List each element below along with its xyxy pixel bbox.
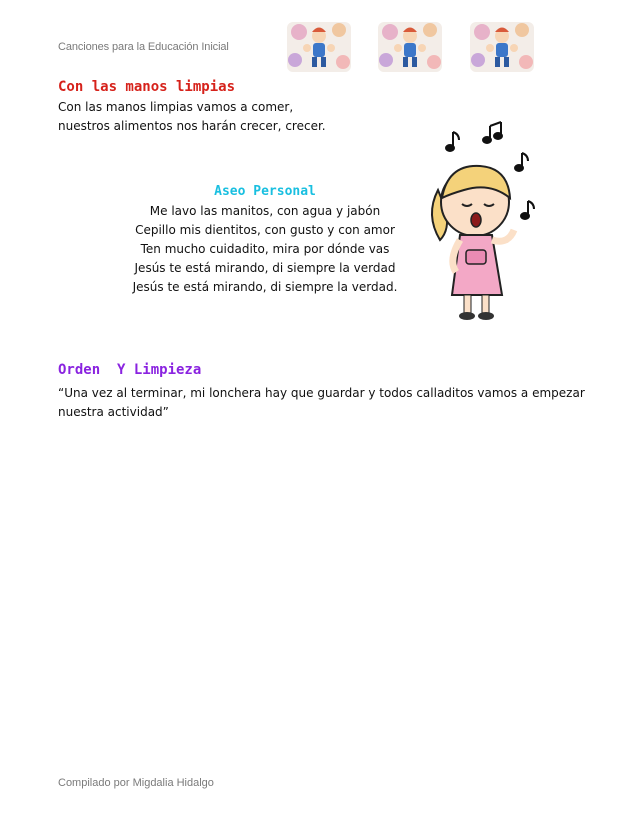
poem-line: Cepillo mis dientitos, con gusto y con amor bbox=[135, 223, 395, 237]
song-text-manos-limpias bbox=[58, 98, 326, 136]
children-clipart-icon bbox=[285, 18, 353, 76]
poem-line: Me lavo las manitos, con agua y jabón bbox=[149, 204, 381, 218]
children-clipart-icon bbox=[468, 18, 536, 76]
heading-orden-y-limpieza: Orden Y Limpieza bbox=[58, 362, 202, 378]
singing-girl-icon bbox=[420, 120, 540, 325]
song-text-orden-y-limpieza: “Una vez al terminar, mi lonchera hay que guardar y todos calladitos vamos a empezar nuestra actividad” bbox=[58, 386, 585, 419]
poem-title: Aseo Personal bbox=[214, 184, 316, 199]
song-line: nuestros alimentos nos harán crecer, crecer. bbox=[58, 119, 326, 133]
poem-line: Jesús te está mirando, di siempre la verdad. bbox=[132, 280, 398, 294]
children-clipart-icon bbox=[376, 18, 444, 76]
footer-compiler: Compilado por Migdalia Hidalgo bbox=[58, 777, 214, 789]
song-line: Con las manos limpias vamos a comer, bbox=[58, 100, 294, 114]
poem-line: Ten mucho cuidadito, mira por dónde vas bbox=[140, 242, 390, 256]
poem-aseo-personal bbox=[110, 184, 420, 297]
heading-con-las-manos-limpias: Con las manos limpias bbox=[58, 79, 236, 95]
poem-line: Jesús te está mirando, di siempre la verdad bbox=[134, 261, 396, 275]
header-title: Canciones para la Educación Inicial bbox=[58, 41, 229, 53]
